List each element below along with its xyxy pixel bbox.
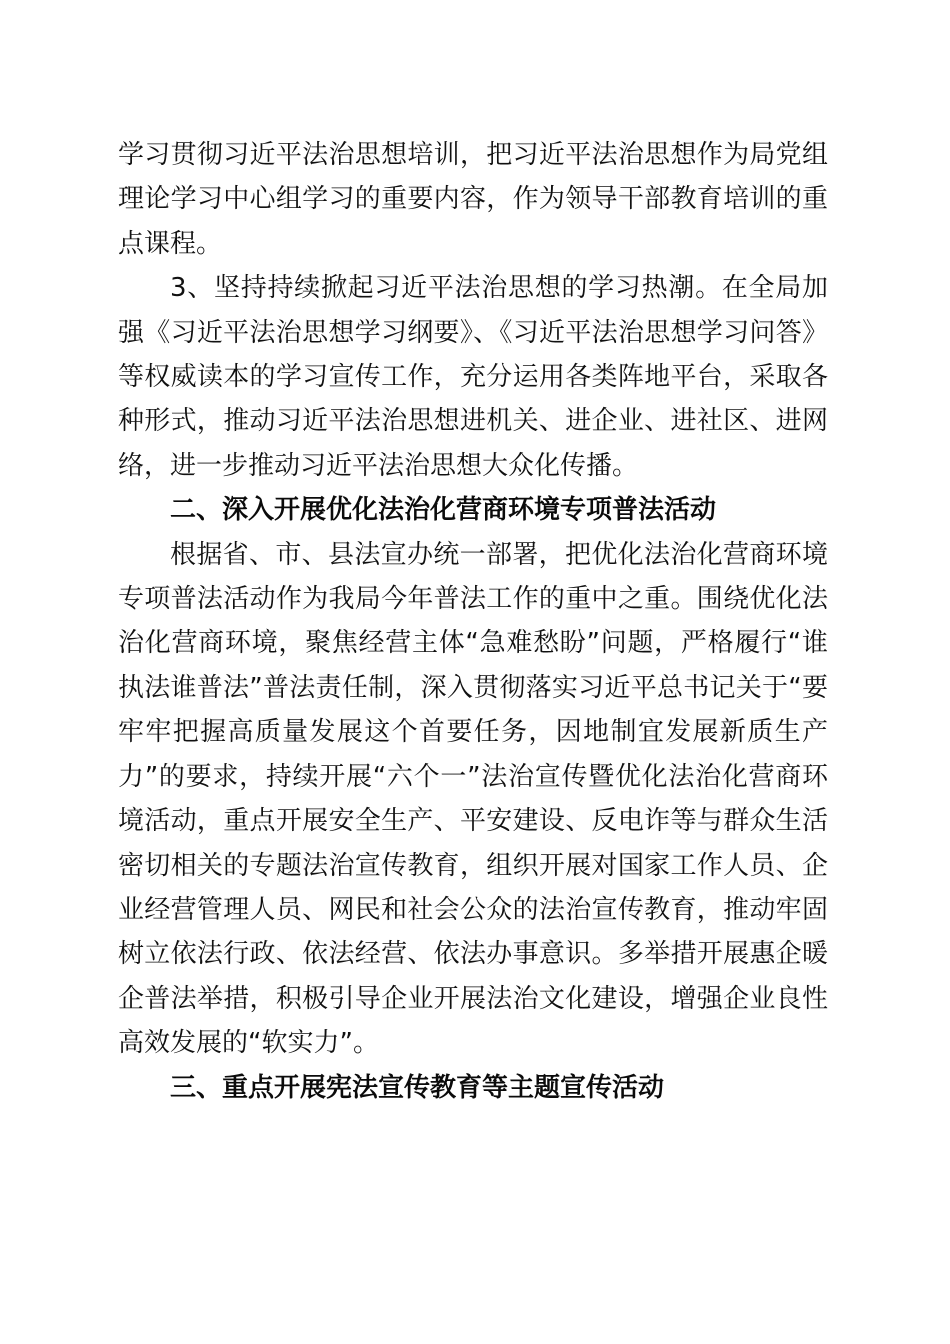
section-heading-constitution-education: 三、重点开展宪法宣传教育等主题宣传活动 [170,1072,665,1103]
document-body [118,133,828,1110]
section-heading-business-environment: 二、深入开展优化法治化营商环境专项普法活动 [170,495,717,526]
paragraph-study-training: 学习贯彻习近平法治思想培训，把习近平法治思想作为局党组理论学习中心组学习的重要内容，作为领导干部教育培训的重点课程。 [118,140,828,259]
paragraph-study-upsurge: 3、坚持持续掀起习近平法治思想的学习热潮。在全局加强《习近平法治思想学习纲要》、《习近平法治思想学习问答》等权威读本的学习宣传工作，充分运用各类阵地平台，采取各种形式，推动习近平法治思想进机关、进企业、进社区、进网络，进一步推动习近平法治思想大众化传播。 [118,273,828,481]
paragraph-business-environment: 根据省、市、县法宣办统一部署，把优化法治化营商环境专项普法活动作为我局今年普法工作的重中之重。围绕优化法治化营商环境，聚焦经营主体“急难愁盼”问题，严格履行“谁执法谁普法”普法责任制，深入贯彻落实习近平总书记关于“要牢牢把握高质量发展这个首要任务，因地制宜发展新质生产力”的要求，持续开展“六个一”法治宣传暨优化法治化营商环境活动，重点开展安全生产、平安建设、反电诈等与群众生活密切相关的专题法治宣传教育，组织开展对国家工作人员、企业经营管理人员、网民和社会公众的法治宣传教育，推动牢固树立依法行政、依法经营、依法办事意识。多举措开展惠企暖企普法举措，积极引导企业开展法治文化建设，增强企业良性高效发展的“软实力”。 [118,539,828,1059]
